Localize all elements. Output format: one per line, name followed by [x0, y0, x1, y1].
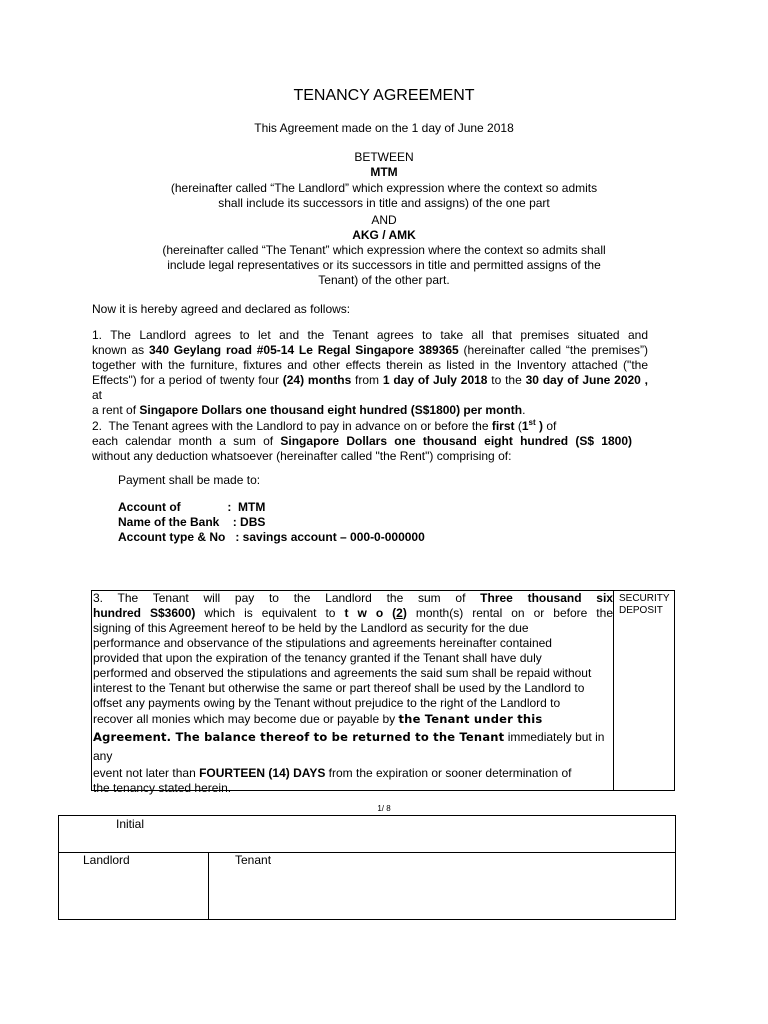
clause-3-line: provided that upon the expiration of the tenancy granted if the Tenant shall have duly	[93, 651, 542, 665]
clause-3-line: performed and observed the stipulations and agreements the said sum shall be repaid without	[93, 666, 592, 680]
and-heading: AND	[371, 213, 397, 227]
clause-1-line: together with the furniture, fixtures and other effects therein as listed in the Inventory attached ("the	[92, 358, 648, 372]
clause-1-line: Effects") for a period of twenty four (24) months from 1 day of July 2018 to the 30 day of June 2020 , at	[92, 373, 648, 402]
rent-amount: Singapore Dollars one thousand eight hundred (S$ 1800)	[280, 434, 632, 448]
agreement-intro: Now it is hereby agreed and declared as follows:	[92, 302, 351, 316]
clause-3-line: the tenancy stated herein.	[93, 781, 232, 795]
monthly-rent: Singapore Dollars one thousand eight hundred (S$1800) per month	[139, 403, 523, 417]
between-heading: BETWEEN	[354, 150, 414, 164]
clause-3-line: performance and observance of the stipulations and agreements hereinafter contained	[93, 636, 552, 650]
initial-box-divider	[59, 852, 675, 853]
landlord-name: MTM	[370, 165, 398, 179]
clause-3-line: 3. The Tenant will pay to the Landlord the sum of Three thousand six	[93, 591, 613, 605]
tenant-description	[0, 243, 768, 288]
clause-3-line: offset any payments owing by the Tenant without prejudice to the right of the Landlord to	[93, 696, 561, 710]
clause-2-line: without any deduction whatsoever (hereinafter called "the Rent") comprising of:	[92, 449, 512, 463]
tenant-desc-line: include legal representatives or its successors in title and permitted assigns of the	[167, 258, 601, 272]
payment-account-number: Account type & No : savings account – 000-0-000000	[118, 530, 425, 544]
payment-details	[118, 500, 425, 545]
initial-label: Initial	[116, 817, 145, 831]
clause-1	[92, 328, 648, 418]
clause-3	[93, 591, 613, 796]
clause-3-line: recover all monies which may become due or payable by the Tenant under this	[93, 712, 543, 726]
initial-box-column-divider	[208, 852, 209, 919]
document-title: TENANCY AGREEMENT	[293, 87, 475, 104]
security-deposit-label: SECURITY DEPOSIT	[619, 593, 670, 616]
clause-1-line: a rent of Singapore Dollars one thousand eight hundred (S$1800) per month.	[92, 403, 526, 417]
landlord-description	[0, 181, 768, 211]
landlord-desc-line: shall include its successors in title and assigns) of the one part	[218, 196, 550, 210]
clause-3-line: hundred S$3600) which is equivalent to t w o (2) month(s) rental on or before the	[93, 606, 613, 620]
page-number: 1/ 8	[377, 804, 391, 813]
tenant-name: AKG / AMK	[352, 228, 416, 242]
tenancy-start-date: 1 day of July 2018	[382, 373, 488, 387]
clause-3-line: Agreement. The balance thereof to be returned to the Tenant immediately but in any	[93, 730, 605, 763]
landlord-initial-label: Landlord	[83, 853, 130, 867]
tenant-initial-label: Tenant	[235, 853, 272, 867]
refund-deadline: FOURTEEN (14) DAYS	[199, 766, 326, 780]
clause-1-line: known as 340 Geylang road #05-14 Le Regal Singapore 389365 (hereinafter called “the premises”)	[92, 343, 649, 357]
clause-1-line: 1. The Landlord agrees to let and the Tenant agrees to take all that premises situated and	[92, 328, 648, 342]
tenancy-duration: (24) months	[282, 373, 352, 387]
clause-3-line: signing of this Agreement hereof to be held by the Landlord as security for the due	[93, 621, 529, 635]
clause-3-divider	[613, 591, 614, 790]
initial-signature-box	[58, 815, 676, 920]
clause-3-line: event not later than FOURTEEN (14) DAYS from the expiration or sooner determination of	[93, 766, 572, 780]
payment-intro: Payment shall be made to:	[118, 473, 261, 487]
clause-3-line: interest to the Tenant but otherwise the same or part thereof shall be used by the Landlord to	[93, 681, 585, 695]
tenancy-end-date: 30 day of June 2020 ,	[525, 373, 648, 387]
clause-3-box	[91, 590, 675, 795]
agreement-date-line: This Agreement made on the 1 day of June 2018	[254, 121, 514, 135]
clause-2-line: each calendar month a sum of Singapore Dollars one thousand eight hundred (S$ 1800)	[92, 434, 632, 448]
security-deposit-amount: hundred S$3600)	[93, 606, 196, 620]
premises-address: 340 Geylang road #05-14 Le Regal Singapore 389365	[148, 343, 459, 357]
tenant-desc-line: (hereinafter called “The Tenant” which expression where the context so admits shall	[162, 243, 606, 257]
clause-2-line: 2. The Tenant agrees with the Landlord to pay in advance on or before the first (1st ) of	[92, 418, 557, 433]
landlord-desc-line: (hereinafter called “The Landlord” which expression where the context so admits	[170, 181, 598, 195]
payment-account-of: Account of : MTM	[118, 500, 266, 514]
tenant-desc-line: Tenant) of the other part.	[318, 273, 450, 287]
clause-2	[92, 419, 648, 464]
payment-bank-name: Name of the Bank : DBS	[118, 515, 266, 529]
